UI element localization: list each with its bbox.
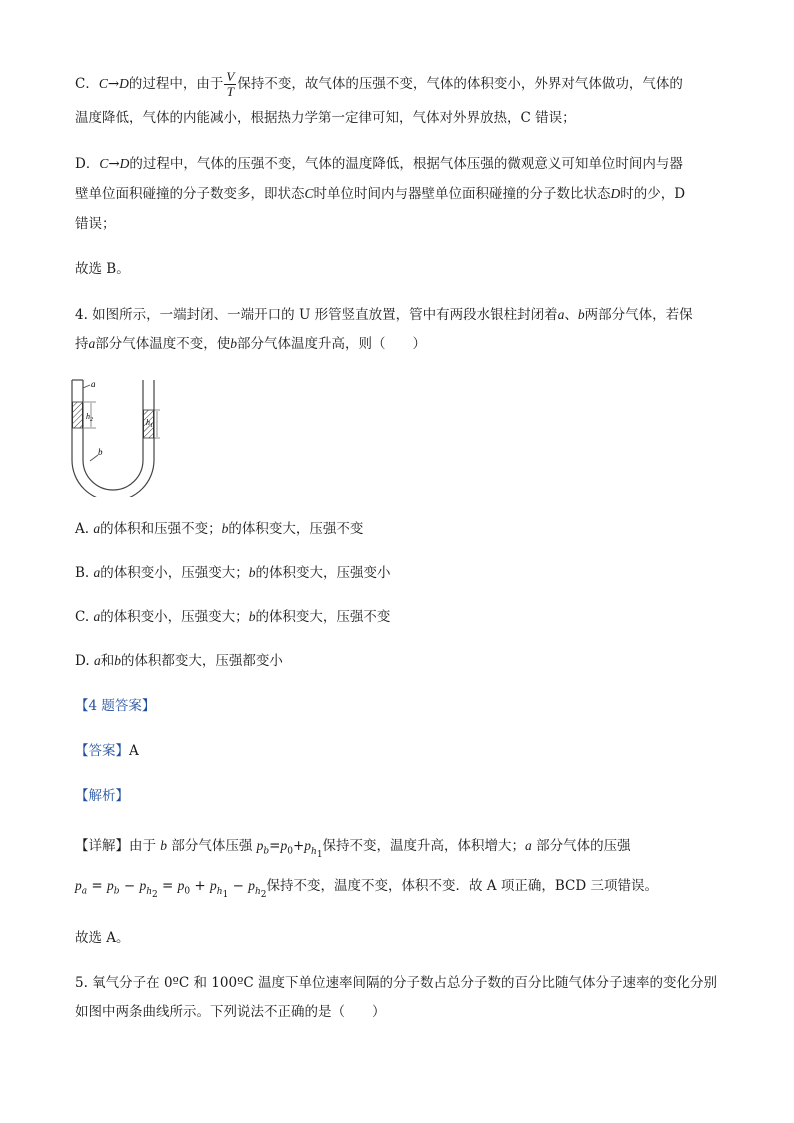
- question-5-line-2: 如图中两条曲线所示。下列说法不正确的是（ ）: [75, 1004, 386, 1020]
- choice-d: D. a和b的体积都变大，压强都变小: [75, 653, 283, 669]
- select-b-text: 故选 B。: [75, 261, 130, 277]
- option-d-line-1: D．C→D的过程中，气体的压强不变，气体的温度降低，根据气体压强的微观意义可知单位时间内与器: [75, 156, 683, 172]
- equation-pb: $p_b=p_0+p_{h_1}$: [256, 838, 323, 860]
- u-tube-figure: [70, 375, 160, 497]
- detail-line-2: $p_a = p_b - p_{h_2} = p_0 + p_{h_1} - p_{h_2}$保持不变，温度不变，体积不变．故 A 项正确，BCD 三项错误。: [75, 878, 658, 900]
- v-over-t-fraction: $\frac{V}{T}$: [226, 69, 235, 99]
- label-h2: $h_2$: [86, 412, 93, 423]
- question-4-line-2: 持a部分气体温度不变，使b部分气体温度升高，则（ ）: [75, 336, 426, 352]
- choice-b: B. a的体积变小，压强变大；b的体积变大，压强变小: [75, 565, 391, 581]
- question-4-line-1: 4. 如图所示，一端封闭、一端开口的 U 形管竖直放置，管中有两段水银柱封闭着a、b两部分气体，若保: [75, 307, 693, 323]
- question-5-line-1: 5. 氧气分子在 0ºC 和 100ºC 温度下单位速率间隔的分子数占总分子数的百分比随气体分子速率的变化分别: [75, 975, 718, 991]
- option-d-line-3: 错误；: [75, 216, 116, 232]
- u-tube-outline: [72, 380, 154, 497]
- select-a-text: 故选 A。: [75, 930, 130, 946]
- option-c-line-1: C．C→D的过程中，由于 $\frac{V}{T}$ 保持不变，故气体的压强不变，气体的体积变小，外界对气体做功，气体的: [75, 69, 683, 99]
- choice-c: C. a的体积变小，压强变大；b的体积变大，压强不变: [75, 609, 391, 625]
- option-c-line-2: 温度降低，气体的内能减小，根据热力学第一定律可知，气体对外界放热，C 错误；: [75, 110, 576, 126]
- label-b: b: [98, 447, 103, 457]
- mercury-column-h2: [73, 402, 83, 428]
- detail-line-1: 【详解】由于 b 部分气体压强 $p_b=p_0+p_{h_1}$保持不变，温度升高，体积增大；a 部分气体的压强: [75, 838, 631, 860]
- equation-pa: $p_a = p_b - p_{h_2} = p_0 + p_{h_1} - p_{h_2}$: [75, 878, 267, 900]
- label-a: a: [91, 379, 96, 389]
- analysis-label: 【解析】: [75, 788, 129, 804]
- option-d-line-2: 壁单位面积碰撞的分子数变多，即状态C时单位时间内与器壁单位面积碰撞的分子数比状态D时的少，D: [75, 186, 686, 202]
- answer-line: 【答案】A: [75, 743, 139, 759]
- choice-a: A. a的体积和压强不变；b的体积变大，压强不变: [75, 521, 364, 537]
- answer-header: 【4 题答案】: [75, 698, 156, 714]
- label-h1: $h_1$: [146, 418, 153, 429]
